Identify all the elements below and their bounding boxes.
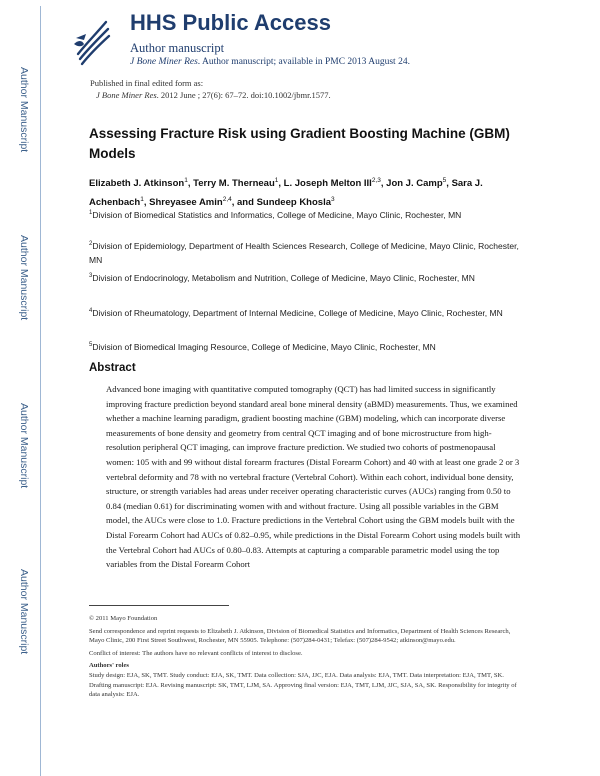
- author-name: L. Joseph Melton III: [283, 178, 372, 190]
- authors-roles-text: Study design: EJA, SK, TMT. Study conduct: EJA, SK, TMT. Data collection: SJA, JJC, EJA. Data analysis: EJA, TMT. Data interpretation: EJA, TMT, SK. Drafting manuscript: EJA. Revising manuscript: SK, TMT, LJM, SA. Approving final version: EJA, TMT, LJM, JJC, SJA, SA, SK. Responsibility for integrity of data analysis: EJA.: [89, 671, 517, 699]
- affiliation-text: Division of Biomedical Statistics and Informatics, College of Medicine, Mayo Clinic, Rochester, MN: [92, 209, 462, 220]
- affiliation: [89, 338, 529, 354]
- affiliation-number: 3: [89, 273, 93, 279]
- affiliation-text: Division of Epidemiology, Department of Health Sciences Research, College of Medicine, Mayo Clinic, Rochester, MN: [89, 240, 519, 265]
- author-affiliation-ref: 1: [184, 177, 188, 184]
- journal-abbrev: J Bone Miner Res: [130, 57, 198, 67]
- footnote-divider: [89, 605, 229, 606]
- publication-citation: [96, 90, 331, 100]
- author-list: Elizabeth J. Atkinson$^1$, Terry M. Therneau$^1$, L. Joseph Melton III$^{2,3}$, Jon J. Camp$^5$, Sara J. Achenbach$^1$, Shreyasee Amin$^{2,4}$, and Sundeep Khosla$^3$: [89, 177, 483, 209]
- abstract-text: Advanced bone imaging with quantitative computed tomography (QCT) has had limited success in significantly improving fracture prediction beyond standard areal bone mineral density (aBMD) measurements. Thus, we examined whether a machine learning paradigm, gradient boosting machine (GBM) modeling, which can incorporate diverse measurements of bone density and geometry from central QCT imaging and of bone microstructure from high-resolution peripheral QCT imaging, can improve fracture prediction. We studied two cohorts of postmenopausal women: 105 with and 99 without distal forearm fractures (Distal Forearm Cohort) and 40 with at least one grade 2 or 3 vertebral deformity and 78 with no vertebral fracture (Vertebral Cohort). Within each cohort, individual bone density, structure, or strength variables had areas under receiver operating characteristic curves (AUCs) ranging from 0.50 to 0.84 (median 0.61) for discriminating women with and without fracture. Using all possible variables in the GBM model, the AUCs were close to 1.0. Fracture predictions in the Vertebral Cohort using the GBM models built with the Distal Forearm Cohort had AUCs of 0.82–0.95, while predictions in the Distal Forearm Cohort using models built with the Vertebral Cohort had AUCs of 0.80–0.83. Attempts at capturing a comparable parametric model using the top variables from the Distal Forearm Cohort: [106, 384, 521, 570]
- affiliation: [89, 237, 529, 267]
- author-affiliation-ref: 5: [442, 177, 447, 184]
- author-manuscript-subtitle: Author manuscript: [130, 41, 225, 55]
- affiliation-text: Division of Biomedical Imaging Resource, College of Medicine, Mayo Clinic, Rochester, MN: [92, 341, 436, 352]
- pmc-availability-line: [130, 57, 410, 67]
- author-name: Sundeep Khosla: [256, 197, 331, 209]
- authors-roles-heading: Authors' roles: [89, 662, 129, 670]
- author-affiliation-ref: 3: [331, 196, 335, 204]
- publication-details[interactable]: . 2012 June ; 27(6): 67–72. doi:10.1002/jbmr.1577.: [156, 90, 331, 100]
- pmc-availability-text: . Author manuscript; available in PMC 2013 August 24.: [197, 57, 410, 67]
- sidebar-label-author-manuscript: Author Manuscript: [18, 67, 30, 153]
- affiliation-text: Division of Endocrinology, Metabolism and Nutrition, College of Medicine, Mayo Clinic, Rochester, MN: [92, 272, 475, 283]
- sidebar-label-author-manuscript: Author Manuscript: [18, 569, 30, 655]
- affiliation-text: Division of Rheumatology, Department of Internal Medicine, College of Medicine, Mayo Clinic, Rochester, MN: [92, 307, 503, 318]
- author-affiliation-ref: 1: [274, 177, 279, 184]
- affiliation: [89, 269, 529, 285]
- affiliation-number: 1: [89, 210, 93, 216]
- footnotes: [89, 614, 519, 703]
- publication-journal: J Bone Miner Res: [96, 90, 157, 100]
- author-name: Terry M. Therneau: [193, 178, 275, 190]
- paper-title: Assessing Fracture Risk using Gradient Boosting Machine (GBM) Models: [89, 126, 510, 161]
- published-final-form-label: Published in final edited form as:: [90, 78, 204, 88]
- abstract-heading: Abstract: [89, 362, 136, 374]
- sidebar-label-author-manuscript: Author Manuscript: [18, 235, 30, 321]
- affiliation-number: 5: [89, 342, 93, 348]
- author-name: Sara J. Achenbach: [89, 178, 483, 209]
- sidebar-label-author-manuscript: Author Manuscript: [18, 403, 30, 489]
- hhs-public-access-title: HHS Public Access: [130, 10, 331, 35]
- affiliation-number: 2: [89, 241, 93, 247]
- author-affiliation-ref: 2,4: [222, 196, 232, 204]
- affiliation-number: 4: [89, 308, 93, 314]
- author-name: Elizabeth J. Atkinson: [89, 178, 185, 190]
- conflict-of-interest-note: Conflict of interest: The authors have no relevant conflicts of interest to disclose.: [89, 649, 303, 657]
- sidebar-divider: [40, 6, 41, 776]
- affiliation: [89, 304, 529, 320]
- author-name: Shreyasee Amin: [149, 197, 223, 209]
- author-name: Jon J. Camp: [386, 178, 443, 190]
- affiliation: [89, 206, 529, 222]
- correspondence-note: Send correspondence and reprint requests to Elizabeth J. Atkinson, Division of Biomedical Statistics and Informatics, Department of Health Sciences Research, Mayo Clinic, 200 First Street Southwest, Rochester, MN 55905. Telephone: (507)284-0431; Telefax: (507)284-9542; atkinson@mayo.edu.: [89, 627, 511, 645]
- copyright-notice: © 2011 Mayo Foundation: [89, 615, 158, 622]
- author-affiliation-ref: 2,3: [371, 177, 381, 184]
- hhs-eagle-logo: [72, 14, 112, 66]
- author-affiliation-ref: 1: [140, 196, 144, 204]
